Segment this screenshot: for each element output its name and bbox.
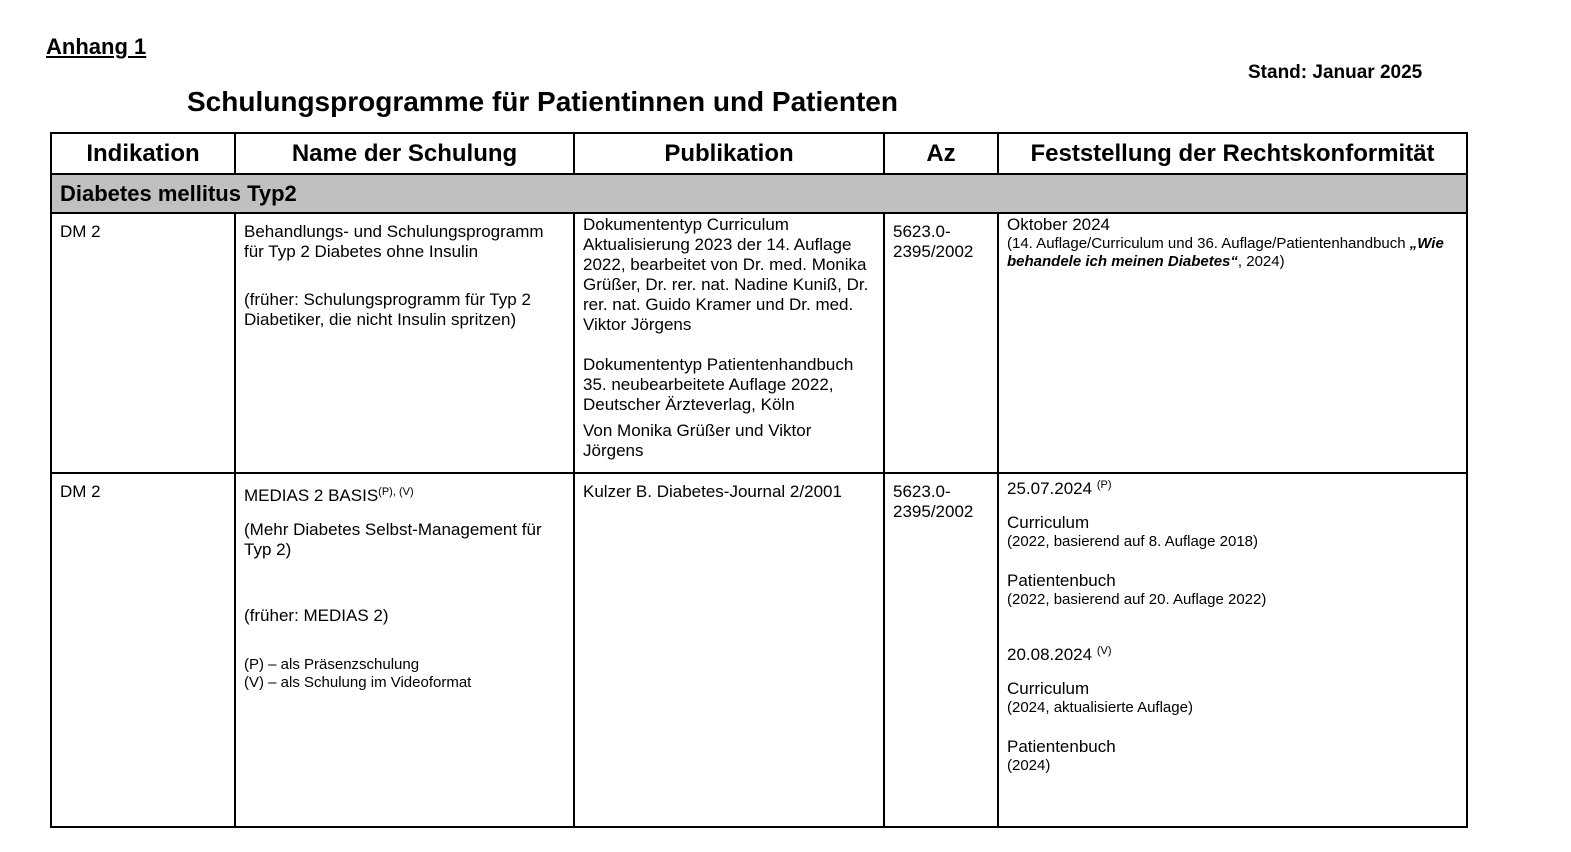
col-header-indikation: Indikation [51, 133, 235, 174]
cell-feststellung [998, 213, 1467, 473]
cell-az [884, 213, 998, 473]
program-name: MEDIAS 2 $BASIS^{(P), (V)}$ [244, 486, 414, 505]
legend-video: (V) – als Schulung im Videoformat [244, 674, 472, 691]
conformity-date-video: 20.08.2024 $^{(V)}$ [1007, 645, 1112, 664]
patientenbuch-note: (2022, basierend auf 20. Auflage 2022) [1007, 591, 1267, 608]
publication-text: Kulzer B. Diabetes-Journal 2/2001 [583, 482, 842, 501]
cell-name [235, 473, 574, 827]
indikation-text: DM 2 [60, 482, 101, 501]
program-name: Behandlungs- und Schulungsprogramm für Typ 2 Diabetes ohne Insulin [244, 222, 544, 261]
annex-label: Anhang 1 [46, 34, 147, 59]
col-header-publikation: Publikation [574, 133, 884, 174]
indikation-text: DM 2 [60, 222, 101, 241]
patientenbuch-note: (2024) [1007, 757, 1051, 774]
cell-indikation [51, 473, 235, 827]
patientenbuch-label: Patientenbuch [1007, 571, 1116, 590]
page-title: Schulungsprogramme für Patientinnen und Patienten [187, 86, 898, 117]
curriculum-label: Curriculum [1007, 513, 1090, 532]
legend-presence: (P) – als Präsenzschulung [244, 656, 420, 673]
publication-curriculum: Dokumententyp Curriculum Aktualisierung 2023 der 14. Auflage 2022, bearbeitet von Dr. med. Monika Grüßer, Dr. rer. nat. Nadine Kuniß, Dr. rer. nat. Guido Kramer und Dr. med. Viktor Jörgens [583, 215, 869, 334]
section-title: Diabetes mellitus Typ2 [51, 174, 1467, 213]
cell-feststellung [998, 473, 1467, 827]
patientenbuch-label: Patientenbuch [1007, 737, 1116, 756]
program-former-name: (früher: MEDIAS 2) [244, 606, 389, 625]
col-header-name: Name der Schulung [235, 133, 574, 174]
cell-az [884, 473, 998, 827]
table-row [51, 213, 1467, 473]
publication-handbook: Dokumententyp Patientenhandbuch 35. neubearbeitete Auflage 2022, Deutscher Ärzteverlag, Köln [583, 355, 854, 414]
col-header-az: Az [884, 133, 998, 174]
col-header-feststellung: Feststellung der Rechtskonformität [998, 133, 1467, 174]
program-description: (Mehr Diabetes Selbst-Management für Typ 2) [244, 520, 542, 559]
table-row [51, 473, 1467, 827]
programs-table [50, 132, 1468, 828]
program-former-name: (früher: Schulungsprogramm für Typ 2 Diabetiker, die nicht Insulin spritzen) [244, 290, 531, 329]
conformity-date: Oktober 2024 [1007, 215, 1111, 234]
cell-name [235, 213, 574, 473]
section-row [51, 174, 1467, 213]
cell-indikation [51, 213, 235, 473]
conformity-note: (14. Auflage/Curriculum und 36. Auflage/Patientenhandbuch „Wie behandele ich meinen Diabetes“, 2024) [1007, 235, 1444, 270]
az-text: 5623.0-2395/2002 [893, 482, 974, 521]
cell-publikation [574, 213, 884, 473]
table-header-row [51, 133, 1467, 174]
az-text: 5623.0-2395/2002 [893, 222, 974, 261]
curriculum-note: (2022, basierend auf 8. Auflage 2018) [1007, 533, 1259, 550]
publication-authors: Von Monika Grüßer und Viktor Jörgens [583, 421, 812, 460]
status-date: Stand: Januar 2025 [1248, 62, 1423, 83]
conformity-date-presence: 25.07.2024 $^{(P)}$ [1007, 479, 1112, 498]
curriculum-label: Curriculum [1007, 679, 1090, 698]
curriculum-note: (2024, aktualisierte Auflage) [1007, 699, 1193, 716]
cell-publikation [574, 473, 884, 827]
